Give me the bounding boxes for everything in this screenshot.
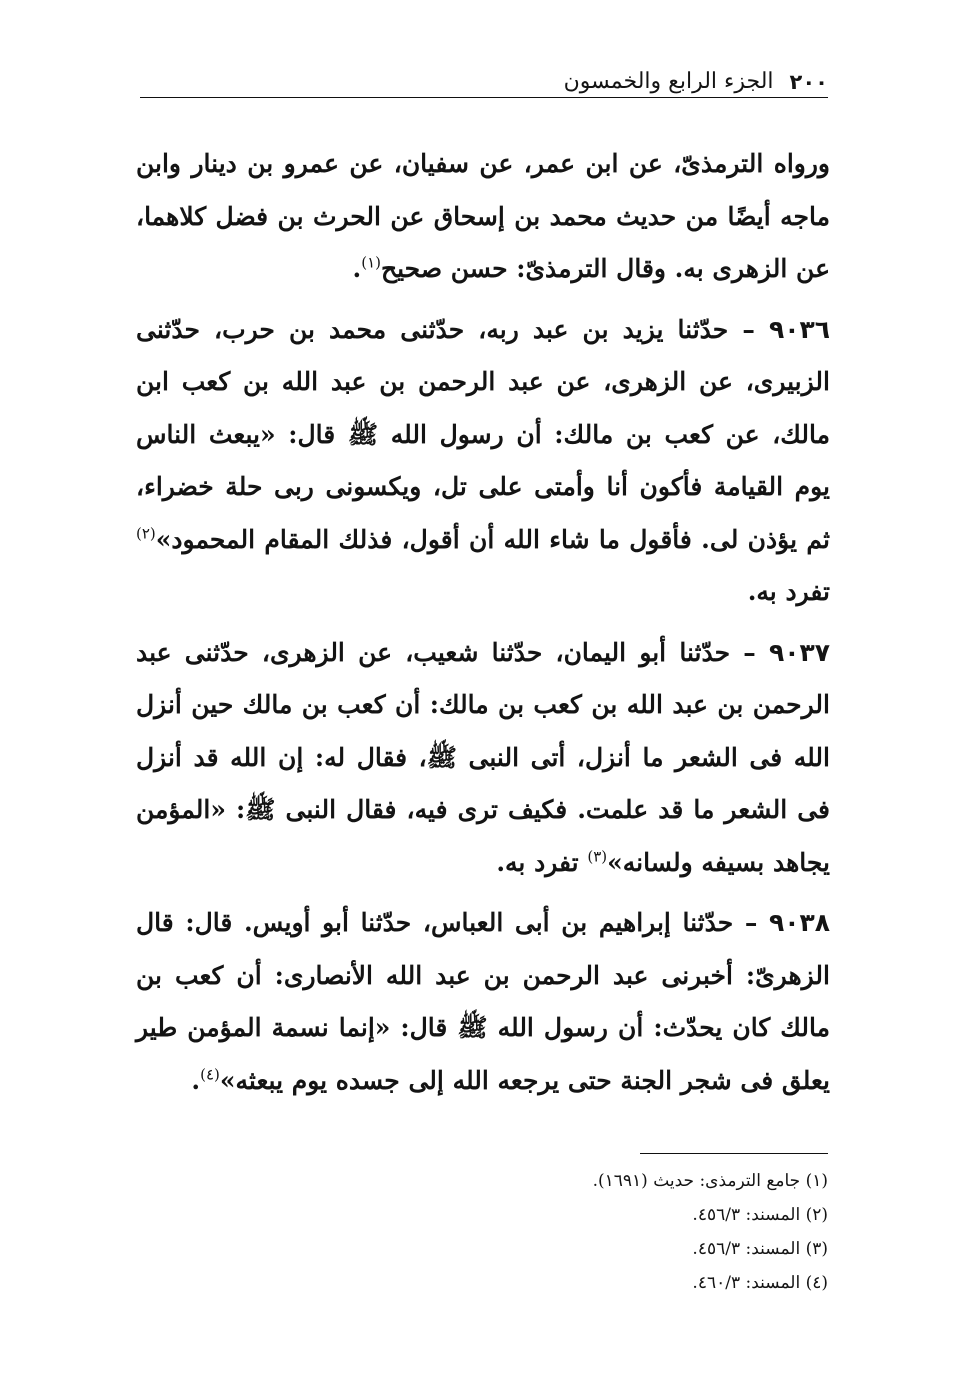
hadith-number: ٩٠٣٦ [768, 314, 830, 344]
running-title: الجزء الرابع والخمسون [563, 69, 774, 94]
hadith-number: ٩٠٣٧ [768, 637, 830, 667]
hadith-number: ٩٠٣٨ [768, 908, 830, 937]
footnote-ref: (١) [361, 253, 381, 272]
paragraph [136, 304, 830, 619]
running-header [140, 54, 828, 94]
paragraph-tail: . [352, 254, 362, 283]
footnote: (٣) المسند: ٤٥٦/٣. [692, 1239, 828, 1259]
footnotes [440, 1164, 828, 1300]
page-number: ٢٠٠ [789, 70, 828, 94]
paragraph-text: – حدّثنا أبو اليمان، حدّثنا شعيب، عن الزهرى، حدّثنى عبد الرحمن بن عبد الله بن كعب بن مالك: أن كعب بن مالك حين أنزل الله فى الشعر ما أنزل، أتى النبى ﷺ، فقال له: إن الله قد أنزل فى الشعر ما قد علمت. فكيف ترى فيه، فقال النبى ﷺ: «المؤمن يجاهد بسيفه ولسانه» [136, 637, 830, 877]
footnote: (١) جامع الترمذى: حديث (١٦٩١). [592, 1171, 828, 1191]
main-text [136, 138, 830, 1115]
paragraph [136, 627, 830, 890]
footnote: (٤) المسند: ٤٦٠/٣. [692, 1273, 828, 1293]
footnote-ref: (٣) [587, 847, 608, 866]
footnote: (٢) المسند: ٤٥٦/٣. [692, 1205, 828, 1225]
paragraph [136, 138, 830, 296]
paragraph-text: – حدّثنا يزيد بن عبد ربه، حدّثنى محمد بن حرب، حدّثنى الزبيرى، عن الزهرى، عن عبد الرحمن بن عبد الله بن كعب ابن مالك، عن كعب بن مالك: أن رسول الله ﷺ قال: «يبعث الناس يوم القيامة فأكون أنا وأمتى على تل، ويكسونى ربى حلة خضراء، ثم يؤذن لى. فأقول ما شاء الله أن أقول، فذلك المقام المحمود» [136, 314, 830, 554]
footnote-rule [640, 1153, 828, 1154]
paragraph-text: ورواه الترمذىّ، عن ابن عمر، عن سفيان، عن عمرو بن دينار وابن ماجه أيضًا من حديث محمد بن إسحاق عن الحرث بن فضل كلاهما، عن الزهرى به. وقال الترمذىّ: حسن صحيح [136, 149, 830, 283]
header-rule [140, 97, 828, 98]
footnote-ref: (٤) [200, 1065, 220, 1084]
paragraph [136, 897, 830, 1107]
paragraph-tail: . [191, 1065, 201, 1095]
paragraph-tail: تفرد به. [747, 577, 830, 606]
paragraph-text: – حدّثنا إبراهيم بن أبى العباس، حدّثنا أبو أويس. قال: قال الزهرىّ: أخبرنى عبد الرحمن بن عبد الله الأنصارى: أن كعب بن مالك كان يحدّث: أن رسول الله ﷺ قال: «إنما نسمة المؤمن طير يعلق فى شجر الجنة حتى يرجعه الله إلى جسده يوم يبعثه» [136, 908, 830, 1095]
footnote-ref: (٢) [136, 524, 156, 543]
paragraph-tail: تفرد به. [496, 847, 588, 877]
